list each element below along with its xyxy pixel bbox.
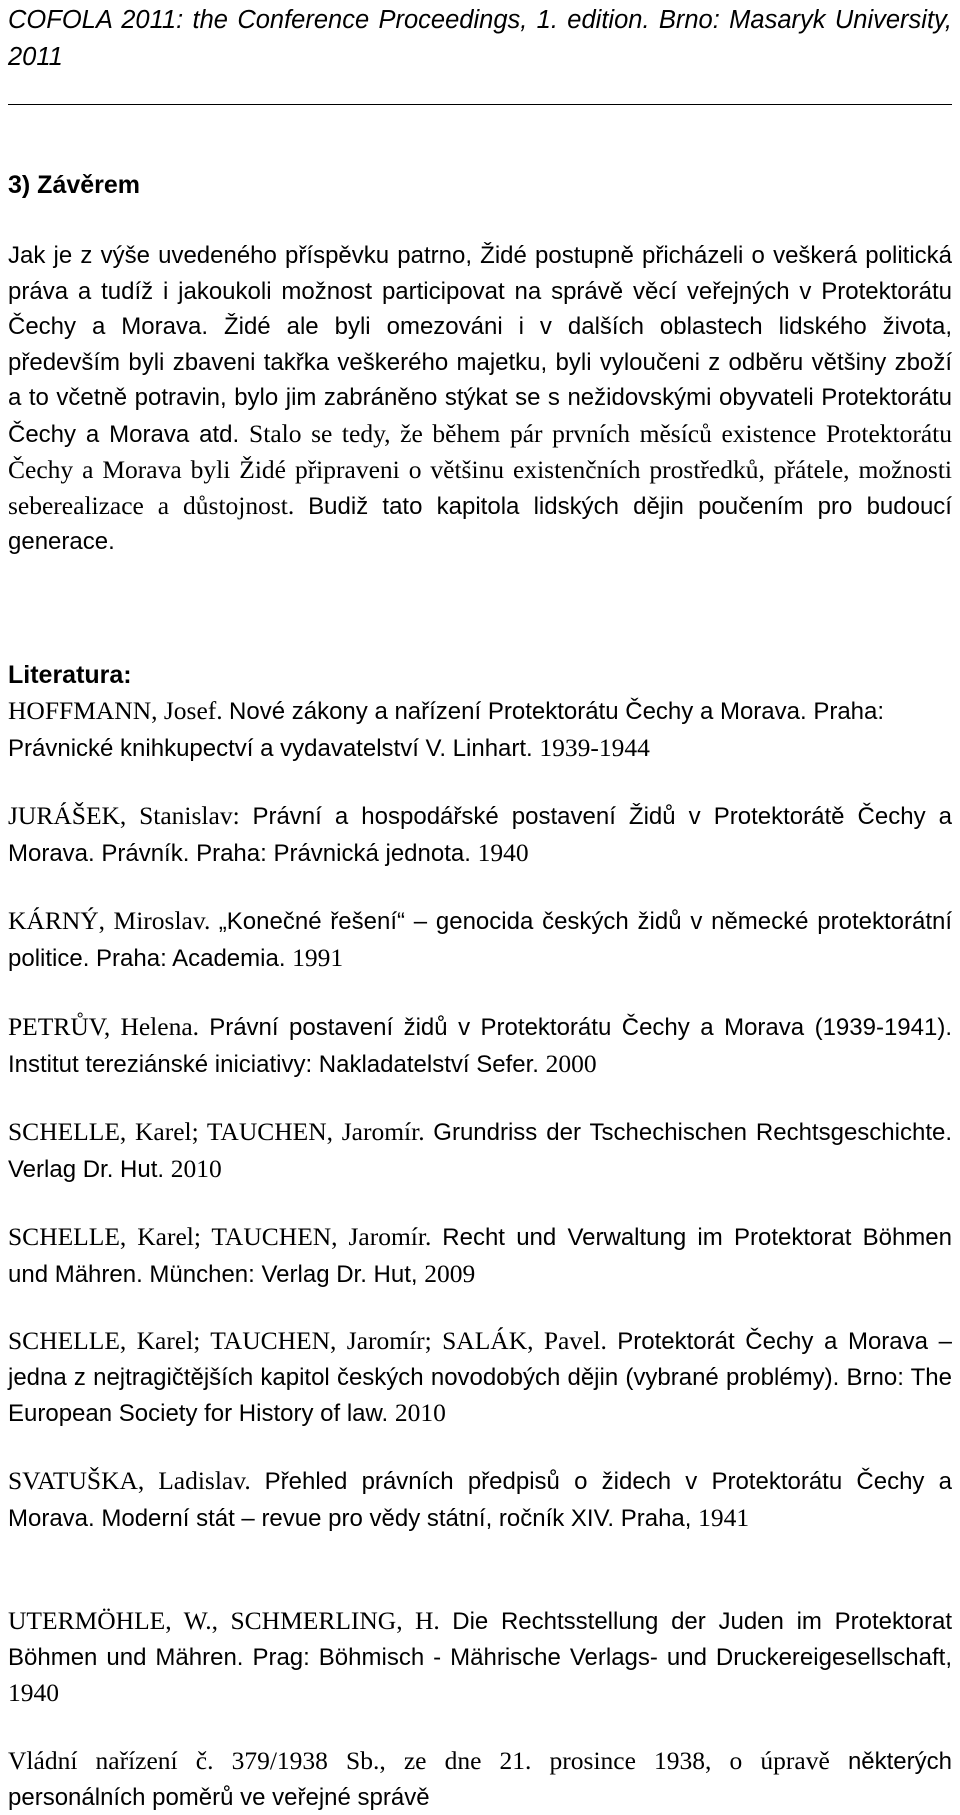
reference-author: SCHELLE, Karel; TAUCHEN, Jaromír. — [8, 1222, 443, 1251]
reference-author: SVATUŠKA, Ladislav. — [8, 1466, 265, 1495]
reference-title: Nové zákony a nařízení Protektorátu Čechy a Morava. Praha: Právnické knihkupectví a vydavatelství V. Linhart. — [8, 698, 885, 762]
reference-title: Přehled právních předpisů o židech v Protektorátu Čechy a Morava. Moderní stát – revue pro vědy státní, ročník XIV. Praha, — [8, 1468, 952, 1532]
reference-year: 2000 — [545, 1048, 597, 1078]
literature-heading: Literatura: — [8, 661, 132, 689]
reference-title: Grundriss der Tschechischen Rechtsgeschichte. Verlag Dr. Hut. — [8, 1119, 952, 1183]
reference-title: Vládní nařízení č. 379/1938 Sb., ze dne 21. prosince 1938, o úpravě — [8, 1746, 848, 1775]
reference-item — [8, 798, 952, 871]
reference-author: SCHELLE, Karel; TAUCHEN, Jaromír. — [8, 1117, 434, 1146]
reference-item — [8, 903, 952, 976]
reference-item — [8, 693, 952, 766]
reference-author: KÁRNÝ, Miroslav. — [8, 906, 219, 935]
reference-year: 1939-1944 — [539, 732, 650, 762]
reference-year: 1991 — [292, 942, 344, 972]
reference-author: HOFFMANN, Josef. — [8, 696, 230, 725]
reference-author: UTERMÖHLE, W., SCHMERLING, H. — [8, 1606, 453, 1635]
reference-item — [8, 1009, 952, 1082]
reference-year: 1940 — [477, 837, 529, 867]
header-divider — [8, 104, 952, 105]
reference-author: JURÁŠEK, Stanislav: — [8, 801, 253, 830]
reference-item — [8, 1219, 952, 1292]
reference-title: „Konečné řešení“ – genocida českých židů v německé protektorátní politice. Praha: Academia. — [8, 908, 952, 972]
reference-item — [8, 1323, 952, 1432]
conclusion-text-part: Jak je z výše uvedeného příspěvku patrno, Židé postupně přicházeli o veškerá politická práva a tudíž i jakoukoli možnost participovat na správě věcí veřejných v Protektorátu Čechy a Morava. Židé ale byli omezováni i v dalších oblastech lidského života, především byli zbaveni takřka veškerého majetku, byli vyloučeni z odběru většiny zboží a to včetně potravin, bylo jim zabráněno stýkat se s nežidovskými obyvateli Protektorátu Čechy a Morava atd. — [8, 242, 952, 448]
reference-author: PETRŮV, Helena. — [8, 1012, 210, 1041]
reference-year: 1940 — [8, 1678, 59, 1707]
reference-year: 2009 — [424, 1258, 476, 1288]
reference-year: 2010 — [170, 1153, 222, 1183]
reference-title: Die Rechtsstellung der Juden im Protektorat Böhmen und Mähren. Prag: Böhmisch - Mährische Verlags- und Druckereigesellschaft, — [8, 1608, 953, 1671]
reference-title: Protektorát Čechy a Morava – jedna z nejtragičtějších kapitol českých novodobých dějin (vybrané problémy). Brno: The European Society for History of law. — [8, 1328, 952, 1427]
reference-year: 1941 — [698, 1502, 750, 1532]
reference-year: 2010 — [394, 1398, 446, 1427]
running-header: COFOLA 2011: the Conference Proceedings, 1. edition. Brno: Masaryk University, 2011 — [8, 6, 952, 71]
conclusion-text-part: Budiž tato kapitola lidských dějin poučením pro budoucí generace. — [8, 492, 952, 555]
reference-item — [8, 1743, 952, 1815]
reference-title: některých personálních poměrů ve veřejné správě — [8, 1748, 952, 1811]
conclusion-paragraph — [8, 238, 952, 560]
reference-item — [8, 1603, 952, 1711]
section-heading: 3) Závěrem — [8, 171, 141, 199]
reference-title: Právní postavení židů v Protektorátu Čechy a Morava (1939-1941). Institut tereziánské iniciativy: Nakladatelství Sefer. — [8, 1014, 952, 1078]
reference-title: Recht und Verwaltung im Protektorat Böhmen und Mähren. München: Verlag Dr. Hut, — [8, 1224, 952, 1288]
reference-item — [8, 1463, 952, 1536]
conclusion-text-part: Stalo se tedy, že během pár prvních měsíců existence Protektorátu Čechy a Morava byli Židé připraveni o většinu existenčních prostředků, přátele, možnosti seberealizace a důstojnost. — [8, 418, 953, 520]
reference-item — [8, 1114, 952, 1187]
reference-author: SCHELLE, Karel; TAUCHEN, Jaromír; SALÁK, Pavel. — [8, 1326, 618, 1355]
reference-title: Právní a hospodářské postavení Židů v Protektorátě Čechy a Morava. Právník. Praha: Právnická jednota. — [8, 803, 952, 867]
